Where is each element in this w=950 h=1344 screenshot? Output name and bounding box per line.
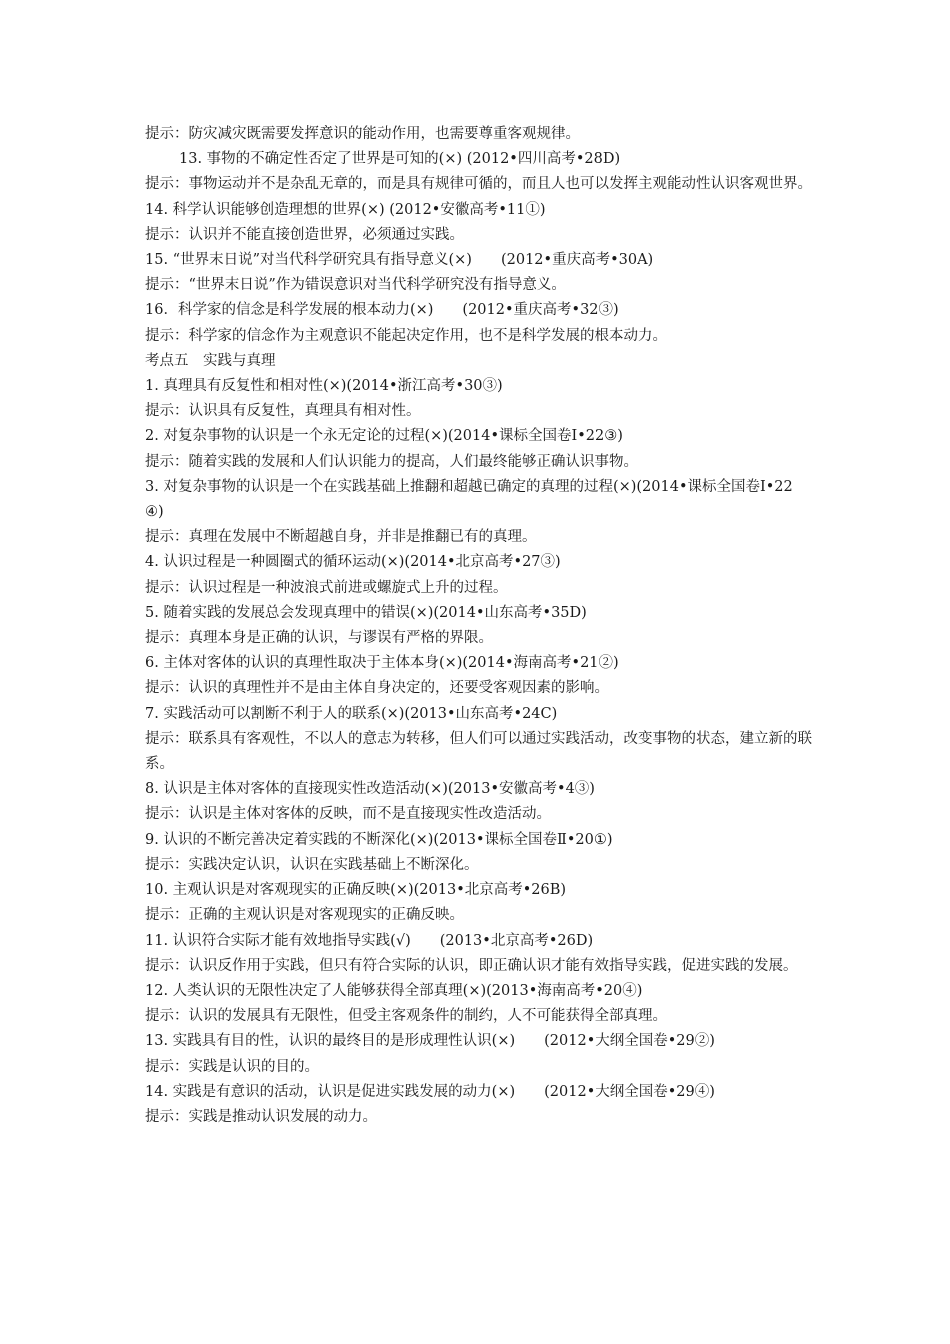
hint-line: 提示：随着实践的发展和人们认识能力的提高，人们最终能够正确认识事物。 [145,453,638,470]
question-14-line: 14. 科学认识能够创造理想的世界(×) (2012•安徽高考•11①) [145,201,546,218]
hint-line: 提示：科学家的信念作为主观意识不能起决定作用，也不是科学发展的根本动力。 [145,327,667,344]
question-line: 9. 认识的不断完善决定着实践的不断深化(×)(2013•课标全国卷Ⅱ•20①) [145,831,613,848]
question-line: 13. 实践具有目的性，认识的最终目的是形成理性认识(×) (2012•大纲全国卷•29②) [145,1033,715,1050]
hint-line: 提示：认识过程是一种波浪式前进或螺旋式上升的过程。 [145,579,508,596]
question-13-line: 13. 事物的不确定性否定了世界是可知的(×) (2012•四川高考•28D) [179,151,621,168]
hint-line: 提示：实践是推动认识发展的动力。 [145,1108,377,1125]
question-line: 7. 实践活动可以割断不利于人的联系(×)(2013•山东高考•24C) [145,705,558,722]
hint-line: 提示：认识是主体对客体的反映，而不是直接现实性改造活动。 [145,806,551,823]
question-line: 4. 认识过程是一种圆圈式的循环运动(×)(2014•北京高考•27③) [145,554,561,571]
question-line: 3. 对复杂事物的认识是一个在实践基础上推翻和超越已确定的真理的过程(×)(2014•课标全国卷Ⅰ•22 ④) [145,478,793,521]
question-line: 10. 主观认识是对客观现实的正确反映(×)(2013•北京高考•26B) [145,882,567,899]
section-heading: 考点五 实践与真理 [145,352,276,369]
question-line: 5. 随着实践的发展总会发现真理中的错误(×)(2014•山东高考•35D) [145,604,587,621]
hint-line: 提示：“世界末日说”作为错误意识对当代科学研究没有指导意义。 [145,277,566,294]
hint-line: 提示：正确的主观认识是对客观现实的正确反映。 [145,907,464,924]
hint-line: 提示：事物运动并不是杂乱无章的，而是具有规律可循的，而且人也可以发挥主观能动性认识客观世界。 [145,176,812,193]
hint-line: 提示：实践决定认识，认识在实践基础上不断深化。 [145,856,479,873]
question-16-line: 16．科学家的信念是科学发展的根本动力(×) (2012•重庆高考•32③) [145,302,619,319]
hint-line: 提示：认识反作用于实践，但只有符合实际的认识，即正确认识才能有效指导实践，促进实践的发展。 [145,957,798,974]
question-line: 12. 人类认识的无限性决定了人能够获得全部真理(×)(2013•海南高考•20④) [145,982,643,999]
hint-line: 提示：防灾减灾既需要发挥意识的能动作用，也需要尊重客观规律。 [145,126,580,142]
hint-line: 提示：认识的真理性并不是由主体自身决定的，还要受客观因素的影响。 [145,680,609,697]
hint-line: 提示：实践是认识的目的。 [145,1058,319,1075]
hint-line: 提示：认识具有反复性，真理具有相对性。 [145,403,421,420]
document-body [145,122,815,1130]
hint-line: 提示：真理在发展中不断超越自身，并非是推翻已有的真理。 [145,529,537,546]
question-line: 14. 实践是有意识的活动，认识是促进实践发展的动力(×) (2012•大纲全国卷•29④) [145,1083,715,1100]
hint-line: 提示：认识的发展具有无限性，但受主客观条件的制约，人不可能获得全部真理。 [145,1008,667,1025]
question-line: 1. 真理具有反复性和相对性(×)(2014•浙江高考•30③) [145,378,503,395]
hint-line: 提示：认识并不能直接创造世界，必须通过实践。 [145,226,464,243]
hint-line: 提示：真理本身是正确的认识，与谬误有严格的界限。 [145,630,493,647]
question-line: 11. 认识符合实际才能有效地指导实践(√) (2013•北京高考•26D) [145,932,594,949]
question-line: 2. 对复杂事物的认识是一个永无定论的过程(×)(2014•课标全国卷Ⅰ•22③) [145,428,623,445]
question-line: 8. 认识是主体对客体的直接现实性改造活动(×)(2013•安徽高考•4③) [145,781,595,798]
hint-line: 提示：联系具有客观性，不以人的意志为转移，但人们可以通过实践活动，改变事物的状态，建立新的联系。 [145,730,812,773]
question-line: 6. 主体对客体的认识的真理性取决于主体本身(×)(2014•海南高考•21②) [145,655,619,672]
question-15-line: 15. “世界末日说”对当代科学研究具有指导意义(×) (2012•重庆高考•30A) [145,252,654,269]
